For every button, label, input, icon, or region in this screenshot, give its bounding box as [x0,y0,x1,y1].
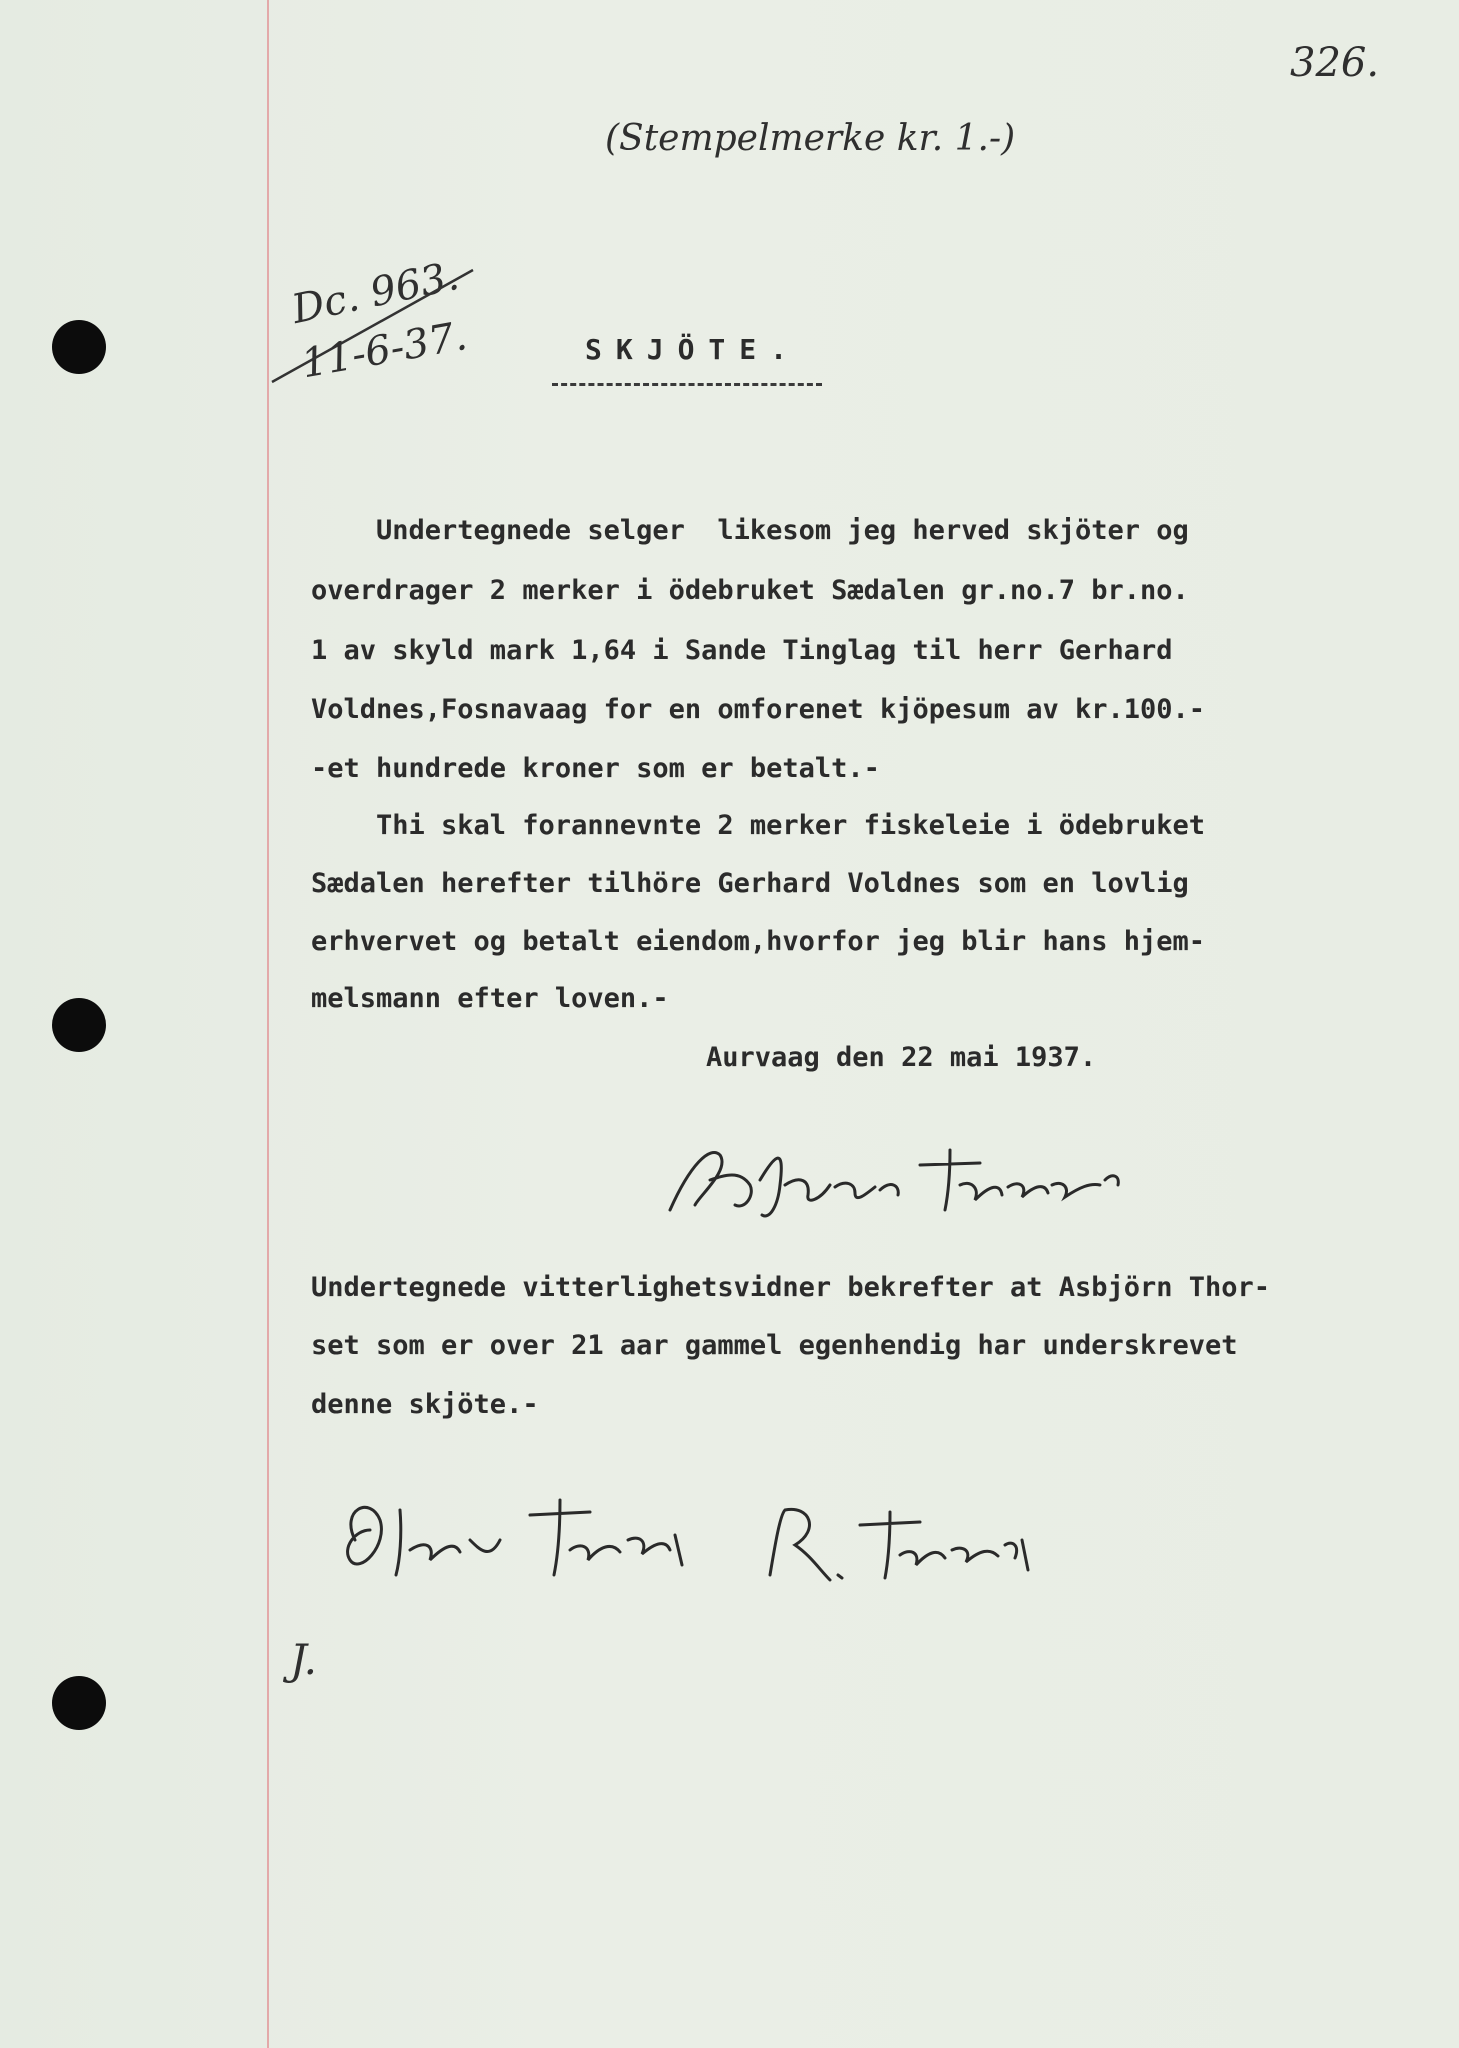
witness-signature-1 [330,1480,690,1600]
svg-text:Asbjörn Thorset: Asbjörn Thorset [660,1233,669,1234]
witness-line: Undertegnede vitterlighetsvidner bekrefter at Asbjörn Thor- [311,1272,1271,1303]
stamp-note: (Stempelmerke kr. 1.-) [605,118,1016,159]
svg-text:Olav Thorsetk: Olav Thorsetk [340,1595,348,1596]
body-line: 1 av skyld mark 1,64 i Sande Tinglag til herr Gerhard [311,635,1173,666]
body-line: erhvervet og betalt eiendom,hvorfor jeg blir hans hjem- [311,926,1206,957]
body-line: melsmann efter loven.- [311,983,669,1014]
punch-hole-middle [52,998,106,1052]
document-title: SKJÖTE. [585,333,802,366]
registration-number: Dc. 963. [288,252,463,333]
registration-date: 11-6-37. [298,313,471,388]
body-line: overdrager 2 merker i ödebruket Sædalen gr.no.7 br.no. [311,575,1189,606]
body-line: Undertegnede selger likesom jeg herved skjöter og [376,515,1189,546]
svg-text:R. Thorsetk: R. Thorsetk [760,1595,767,1596]
body-line: Sædalen herefter tilhöre Gerhard Voldnes som en lovlig [311,868,1189,899]
body-line: -et hundrede kroner som er betalt.- [311,753,880,784]
place-date: Aurvaag den 22 mai 1937. [706,1042,1097,1073]
body-line: Thi skal forannevnte 2 merker fiskeleie i ödebruket [376,810,1206,841]
punch-hole-top [52,320,106,374]
seller-signature [650,1125,1140,1235]
initial-mark: J. [290,1635,317,1684]
title-underline [552,383,822,386]
page-number: 326. [1290,40,1380,86]
punch-hole-bottom [52,1676,106,1730]
body-line: Voldnes,Fosnavaag for en omforenet kjöpesum av kr.100.- [311,694,1206,725]
witness-line: denne skjöte.- [311,1389,539,1420]
witness-signature-2 [750,1490,1040,1600]
witness-line: set som er over 21 aar gammel egenhendig har underskrevet [311,1330,1238,1361]
